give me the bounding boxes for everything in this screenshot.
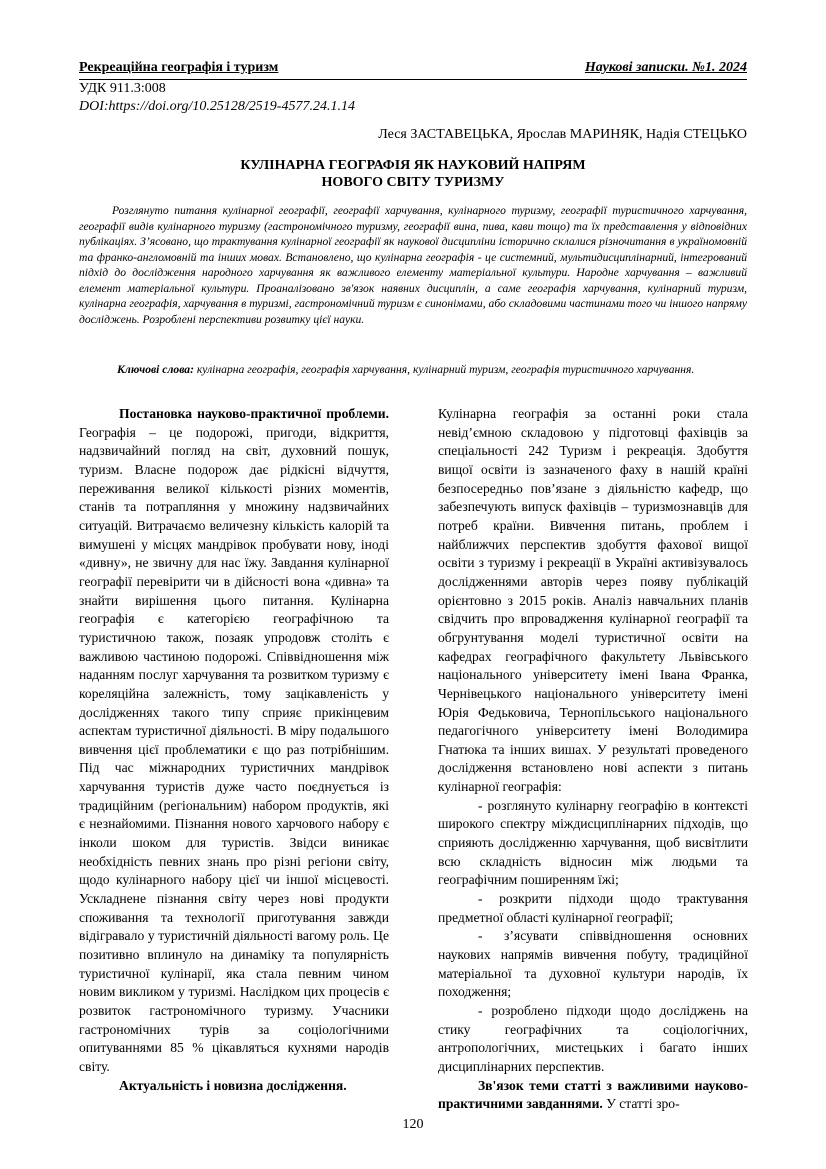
running-header (79, 60, 747, 80)
connection-text: У статті зро- (602, 1096, 680, 1112)
section-heading-connection: Зв'язок теми статті з важливими науково-практичними завданнями. (438, 1077, 748, 1112)
right-column (438, 405, 748, 1114)
keywords (79, 362, 747, 378)
intro-paragraph (79, 405, 389, 1077)
right-paragraph-1: Кулінарна географія за останні роки стала невід’ємною складовою у підготовці фахівців за спеціальності 242 Туризм і рекреація. Здобуття вищої освіти із зазначеного фаху в нашій країні безпосередньо пов’язане з діяльністю кафедр, що забезпечують випуск фахівців – туризмознавців для потреб країни. Вивчення питань, проблем і найближчих перспектив здобуття фахової вищої освіти з туризму і рекреації в Україні активізувалось дослідженнями авторів через появу публікацій орієнтовно з 2015 років. Аналіз навчальних планів свідчить про впровадження кулінарної географії та обгрунтування моделі туристичної освіти на кафедрах географічного факультету Львівського національного університету імені Івана Франка, Чернівецького національного університету імені Юрія Федьковича, Тернопільського національного педагогічного університету імені Володимира Гнатюка та інших вишах. У результаті проведеного дослідження встановлено нові аспекти з питань кулінарної географія: (438, 406, 748, 795)
keywords-text: кулінарна географія, географія харчування, кулінарний туризм, географія туристичного харчування. (193, 363, 695, 376)
article-title (79, 157, 747, 191)
journal-section: Рекреаційна географія і туризм (79, 60, 279, 75)
doi-link[interactable]: DOI:https://doi.org/10.25128/2519-4577.24.1.14 (79, 99, 355, 114)
authors: Леся ЗАСТАВЕЦЬКА, Ярослав МАРИНЯК, Надія СТЕЦЬКО (378, 127, 747, 142)
bullet-item-3: - з’ясувати співвідношення основних наукових напрямів вивчення побуту, традиційної матеріальної та духовної культури народів, їх походження; (438, 928, 748, 1000)
bullet-item-1: - розглянуто кулінарну географію в контексті широкого спектру міждисциплінарних підходів, що сприяють дослідженню харчування, щоб висвітлити всю складність відносин між людьми та географічним поширенням їжі; (438, 797, 748, 888)
abstract: Розглянуто питання кулінарної географії, географії харчування, кулінарного туризму, географії туристичного харчування, географії видів кулінарного туризму (гастрономічного туризму, географії вина, пива, кави тощо) та їх представлення у відповідних публікаціях. З’ясовано, що трактування кулінарної географії як наукової дисципліни історично склалися різночитання в україномовній та франко-англомовній та інших мовах. Встановлено, що кулінарна географія - це системний, мультидисциплінарний, інтегрований підхід до дослідження народного харчування як важливого елементу матеріальної культури. Народне харчування – важливий елемент матеріальної культури. Проаналізовано зв'язок наявних дисциплін, а саме географія харчування, кулінарний туризм, кулінарна географія, харчування в туризмі, гастрономічний туризм є синонімами, або складовими частинами того чи іншого напряму досліджень. Розроблені перспективи розвитку цієї науки. (79, 204, 747, 326)
bullet-item-4: - розроблено підходи щодо досліджень на стику географічних та соціологічних, антропологічних, мистецьких і багато інших дисциплінарних перспектив. (438, 1003, 748, 1074)
title-line-1: КУЛІНАРНА ГЕОГРАФІЯ ЯК НАУКОВИЙ НАПРЯМ (240, 158, 586, 173)
section-heading-relevance: Актуальність і новизна дослідження. (119, 1077, 347, 1093)
connection-paragraph (438, 1077, 748, 1114)
section-heading-problem: Постановка науково-практичної проблеми. (119, 406, 389, 421)
relevance-heading-paragraph (79, 1077, 389, 1096)
keywords-label: Ключові слова: (117, 363, 194, 376)
title-line-2: НОВОГО СВІТУ ТУРИЗМУ (321, 175, 505, 190)
udk-code: УДК 911.3:008 (79, 81, 166, 96)
page-number: 120 (402, 1117, 424, 1132)
bullet-item-2: - розкрити підходи щодо трактування предметної області кулінарної географії; (438, 891, 748, 925)
intro-text: Географія – це подорожі, пригоди, відкриття, надзвичайний погляд на світ, духовний пошук, туризм. Власне подорож дає рідкісні відчуття, переживання великої кількості різних моментів, станів та потрапляння у множину надзвичайних ситуацій. Витрачаємо величезну кількість калорій та вимушені у місцях мандрівок пробувати нову, іноді «дивну», не звичну для нас їжу. Завдання кулінарної географії перевірити чи в дійсності вона «дивна» та знайти вирішення цього питання. Кулінарна географія є категорією географічною та туристичною також, позаяк упродовж століть є важливою частиною подорожі. Співвідношення між наданням послуг харчування та розвитком туризму є кореляційна залежність, тому зацікавленість у дослідженнях такого типу сприяє прикінцевим аспектам туристичної діяльності. В міру подальшого вивчення цієї проблематики є що раз потрібнішим. Під час міжнародних туристичних мандрівок харчування туристів дуже часто поєднується із традиційним (регіональним) набором продуктів, які є незнайомими. Пізнання нового харчового набору є інколи шоком для туристів. Звідси виникає необхідність певних знань про різні регіони світу, щодо кулінарного набору цієї чи іншої місцевості. Ускладнене пізнання світу через нові продукти споживання та технології приготування завжди відігравало у туристичній діяльності вагому роль. Це позитивно вплинуло на динаміку та популярність туристичної кулінарії, яка стала певним чином новим викликом у туризмі. Наслідком цих процесів є розвиток гастрономічного туризму. Учасники гастрономічних турів за соціологічними опитуваннями 85 % цікавляться кухнями народів світу. (79, 424, 389, 1074)
left-column (79, 405, 389, 1095)
journal-issue: Наукові записки. №1. 2024 (584, 60, 747, 75)
